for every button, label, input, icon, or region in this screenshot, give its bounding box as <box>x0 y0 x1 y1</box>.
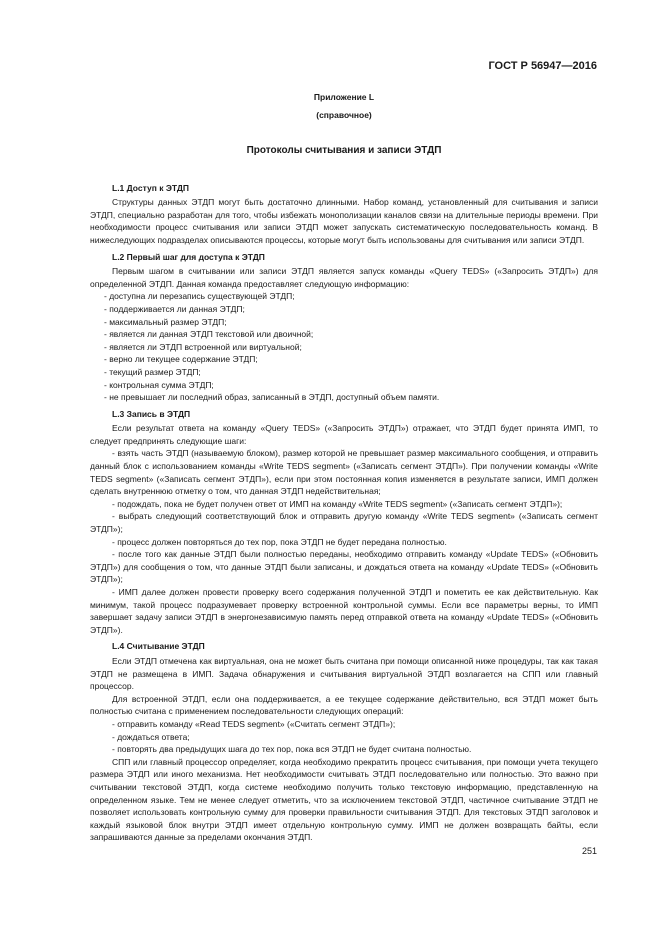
list-item: - текущий размер ЭТДП; <box>104 366 201 377</box>
paragraph: СПП или главный процессор определяет, когда необходимо прекратить процесс считывания, при помощи учета текущего размера ЭТДП или иного механизма. Нет необходимости считывать ЭТДП последовательно или полностью. Это важно при считывании текстовой ЭТДП, когда системе необходимо получить только текстовую информацию, представленную на определенном языке. Тем не менее следует отметить, что за исключением текстовой ЭТДП, частичное считывание ЭТДП не позволяет использовать контрольную сумму для проверки правильности считывания ЭТДП. Для текстовых ЭТДП заголовок и каждый языковой блок внутри ЭТДП имеет отдельную контрольную сумму. ИМП не должен возвращать байты, если запрашиваются данные за пределами окончания ЭТДП. <box>90 756 598 843</box>
standard-number: ГОСТ Р 56947—2016 <box>488 60 597 72</box>
paragraph: Первым шагом в считывании или записи ЭТДП является запуск команды «Query TEDS» («Запросить ЭТДП») для определенной ЭТДП. Данная команда предоставляет следующую информацию: <box>90 266 598 289</box>
steps-list <box>90 447 598 636</box>
appendix-subtitle: (справочное) <box>316 109 372 120</box>
list-item: - подождать, пока не будет получен ответ от ИМП на команду «Write TEDS segment» («Записать сегмент ЭТДП»); <box>112 498 563 509</box>
list-item: - ИМП далее должен провести проверку всего содержания полученной ЭТДП и пометить ее как действительную. Как минимум, такой процесс подразумевает проверку встроенной контрольной суммы. Если все параметры верны, то ИМП завершает задачу записи ЭТДП в энергонезависимую память перед отправкой ответа на команду «Update TEDS» («Обновить ЭТДП»). <box>90 587 598 635</box>
section-heading: L.3 Запись в ЭТДП <box>112 408 191 419</box>
list-item: - доступна ли перезапись существующей ЭТДП; <box>104 291 295 302</box>
list-item: - дождаться ответа; <box>112 731 190 742</box>
section-l2 <box>90 251 598 404</box>
document-body <box>90 86 598 844</box>
list-item: - после того как данные ЭТДП были полностью переданы, необходимо отправить команду «Update TEDS» («Обновить ЭТДП») для сообщения о том, что данные ЭТДП были записаны, и дождаться ответа на команду «Update TEDS» («Обновить ЭТДП»); <box>90 549 598 585</box>
paragraph: Если ЭТДП отмечена как виртуальная, она не может быть считана при помощи описанной ниже процедуры, так как такая ЭТДП не размещена в ИМП. Задача обнаружения и считывания виртуальной ЭТДП возлагается на СПП или главный процессор. <box>90 655 598 692</box>
page-number: 251 <box>581 846 597 856</box>
section-heading: L.2 Первый шаг для доступа к ЭТДП <box>112 251 265 262</box>
list-item: - контрольная сумма ЭТДП; <box>104 379 214 390</box>
list-item: - повторять два предыдущих шага до тех пор, пока вся ЭТДП не будет считана полностью. <box>112 744 472 755</box>
paragraph: Структуры данных ЭТДП могут быть достаточно длинными. Набор команд, установленный для считывания и записи ЭТДП, специально разработан для того, чтобы избежать монополизации каналов связи на длительные периоды времени. При необходимости процесс считывания или записи ЭТДП может запускать систематическую последовательность команд. В нижеследующих подразделах описываются процессы, которые могут быть использованы для считывания или записи ЭТДП. <box>90 197 598 245</box>
list-item: - верно ли текущее содержание ЭТДП; <box>104 354 258 365</box>
list-item: - является ли ЭТДП встроенной или виртуальной; <box>104 341 302 352</box>
paragraph: Если результат ответа на команду «Query TEDS» («Запросить ЭТДП») отражает, что ЭТДП будет принята ИМП, то следует предпринять следующие шаги: <box>90 423 598 446</box>
section-l1 <box>90 182 598 247</box>
appendix-title: Приложение L <box>313 92 375 102</box>
list-item: - отправить команду «Read TEDS segment» («Считать сегмент ЭТДП»); <box>112 718 396 729</box>
section-heading: L.1 Доступ к ЭТДП <box>112 182 190 193</box>
section-l3 <box>90 408 598 637</box>
section-heading: L.4 Считывание ЭТДП <box>112 641 205 652</box>
operations-list <box>90 718 598 756</box>
list-item: - поддерживается ли данная ЭТДП; <box>104 303 245 314</box>
list-item: - является ли данная ЭТДП текстовой или двоичной; <box>104 329 314 340</box>
list-item: - максимальный размер ЭТДП; <box>104 316 227 327</box>
info-list <box>90 290 598 403</box>
section-l4 <box>90 640 598 844</box>
paragraph: Для встроенной ЭТДП, если она поддерживается, а ее текущее содержание действительно, вся ЭТДП может быть полностью считана с применением последовательности следующих операций: <box>90 693 598 717</box>
list-item: - не превышает ли последний образ, записанный в ЭТДП, доступный объем памяти. <box>104 392 440 403</box>
list-item: - взять часть ЭТДП (называемую блоком), размер которой не превышает размер максимального сообщения, и отправить данный блок с использованием команды «Write TEDS segment» («Записать сегмент ЭТДП»). При получении команды «Write TEDS segment» («Записать сегмент ЭТДП»), если при этом постоянная копия изменяется в результате записи, ИМП должен сделать внутреннюю отметку о том, что данная ЭТДП недействительная; <box>90 448 598 497</box>
list-item: - выбрать следующий соответствующий блок и отправить другую команду «Write TEDS segment» («Записать сегмент ЭТДП»); <box>90 511 598 535</box>
list-item: - процесс должен повторяться до тех пор, пока ЭТДП не будет передана полностью. <box>112 536 447 547</box>
document-title: Протоколы считывания и записи ЭТДП <box>246 145 442 156</box>
